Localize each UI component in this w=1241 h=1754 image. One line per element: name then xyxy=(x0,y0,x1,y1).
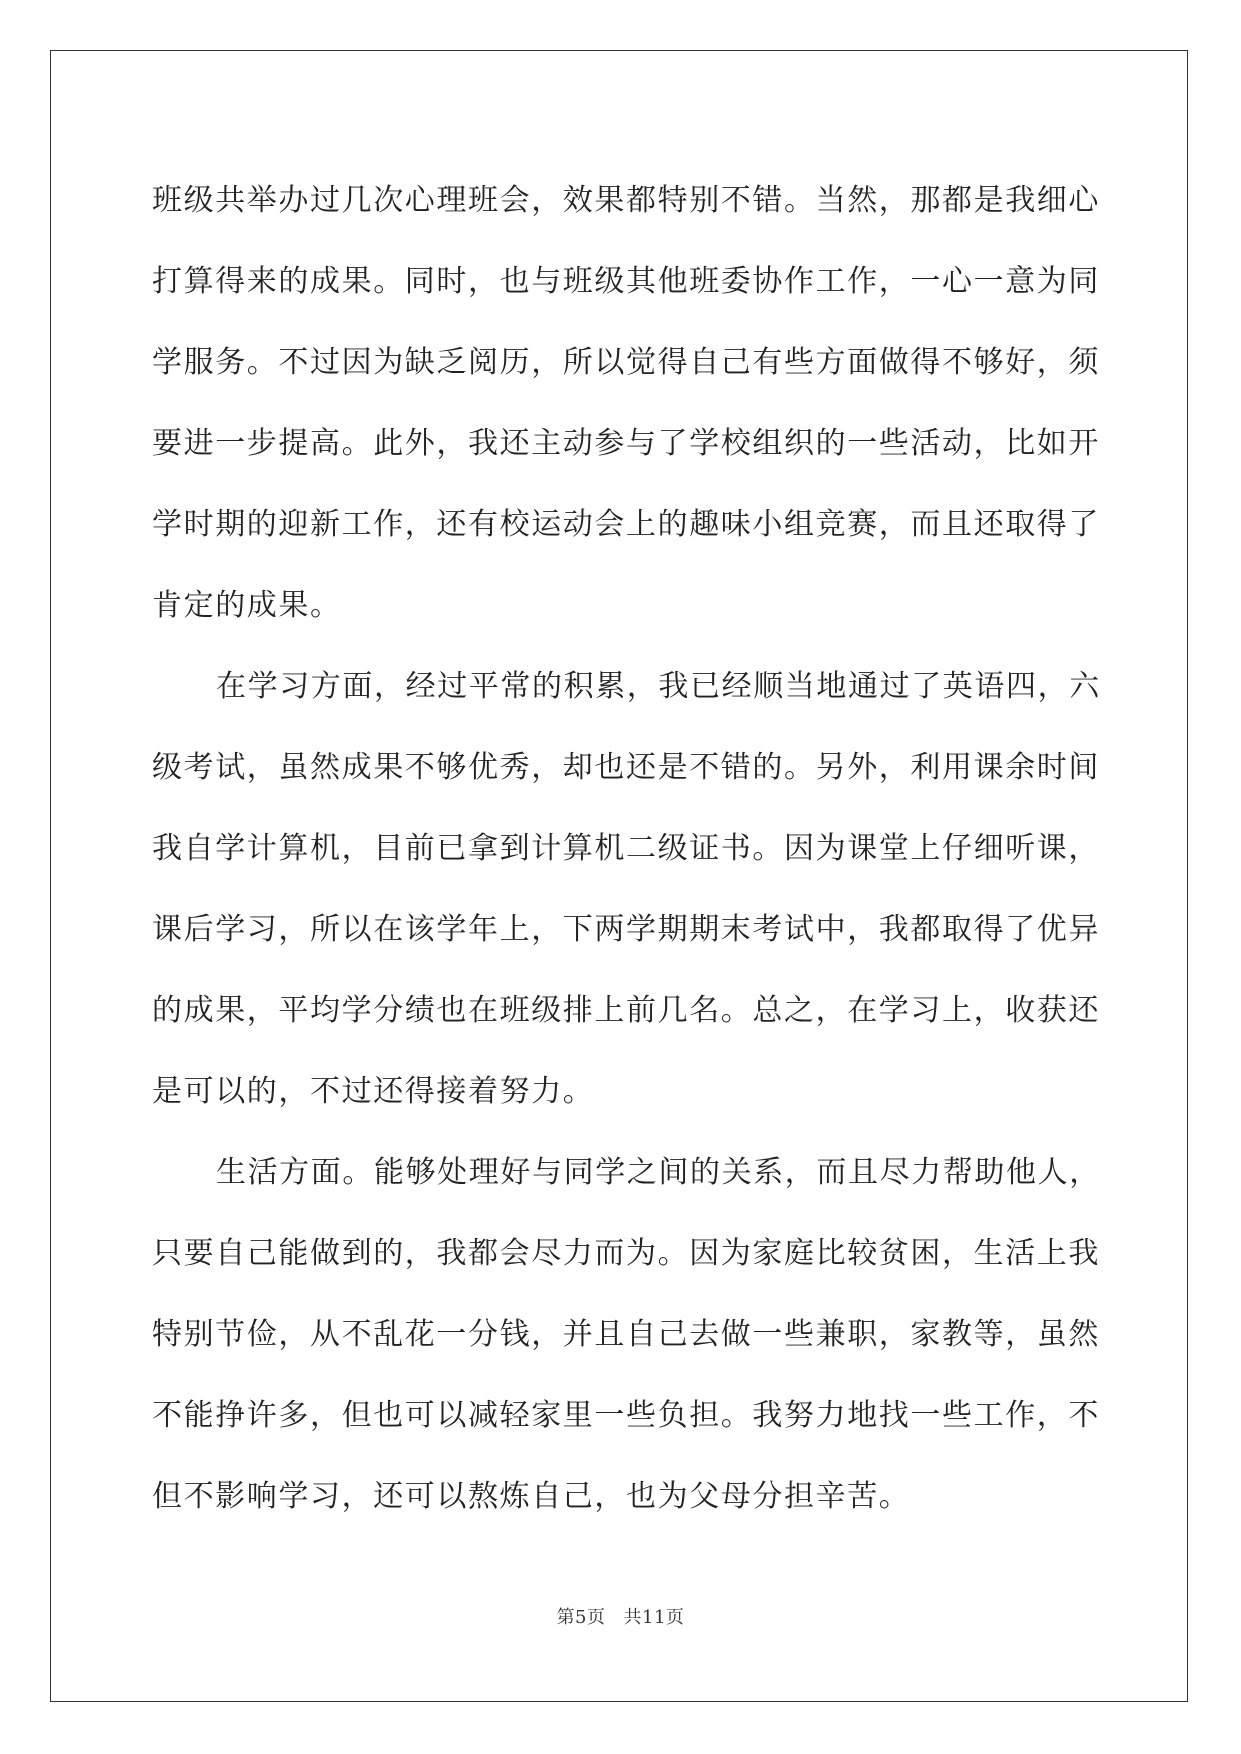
text-line: 在学习方面，经过平常的积累，我已经顺当地通过了英语四，六 xyxy=(216,669,1101,704)
paragraph-2 xyxy=(152,646,1101,1132)
text-line: 是可以的，不过还得接着努力。 xyxy=(152,1074,595,1109)
text-line: 的成果，平均学分绩也在班级排上前几名。总之，在学习上，收获还 xyxy=(152,993,1100,1028)
text-line: 打算得来的成果。同时，也与班级其他班委协作工作，一心一意为同 xyxy=(152,264,1100,299)
paragraph-1 xyxy=(152,160,1100,646)
text-line: 肯定的成果。 xyxy=(152,588,342,623)
paragraph-3 xyxy=(152,1132,1101,1537)
text-line: 但不影响学习，还可以熬炼自己，也为父母分担辛苦。 xyxy=(152,1479,911,1514)
text-line: 只要自己能做到的，我都会尽力而为。因为家庭比较贫困，生活上我 xyxy=(152,1236,1100,1271)
text-line: 特别节俭，从不乱花一分钱，并且自己去做一些兼职，家教等，虽然 xyxy=(152,1317,1100,1352)
page-footer xyxy=(0,1603,1241,1629)
text-line: 学服务。不过因为缺乏阅历，所以觉得自己有些方面做得不够好，须 xyxy=(152,345,1100,380)
page-number: 第5页 xyxy=(556,1607,606,1628)
text-line: 课后学习，所以在该学年上，下两学期期末考试中，我都取得了优异 xyxy=(152,912,1100,947)
page-total: 共11页 xyxy=(623,1607,685,1628)
text-line: 级考试，虽然成果不够优秀，却也还是不错的。另外，利用课余时间 xyxy=(152,750,1100,785)
text-line: 要进一步提高。此外，我还主动参与了学校组织的一些活动，比如开 xyxy=(152,426,1100,461)
text-line: 班级共举办过几次心理班会，效果都特别不错。当然，那都是我细心 xyxy=(152,183,1100,218)
text-line: 不能挣许多，但也可以减轻家里一些负担。我努力地找一些工作，不 xyxy=(152,1398,1100,1433)
text-line: 我自学计算机，目前已拿到计算机二级证书。因为课堂上仔细听课， xyxy=(152,831,1100,866)
document-body xyxy=(152,160,1101,1537)
text-line: 学时期的迎新工作，还有校运动会上的趣味小组竞赛，而且还取得了 xyxy=(152,507,1100,542)
text-line: 生活方面。能够处理好与同学之间的关系，而且尽力帮助他人， xyxy=(216,1155,1101,1190)
